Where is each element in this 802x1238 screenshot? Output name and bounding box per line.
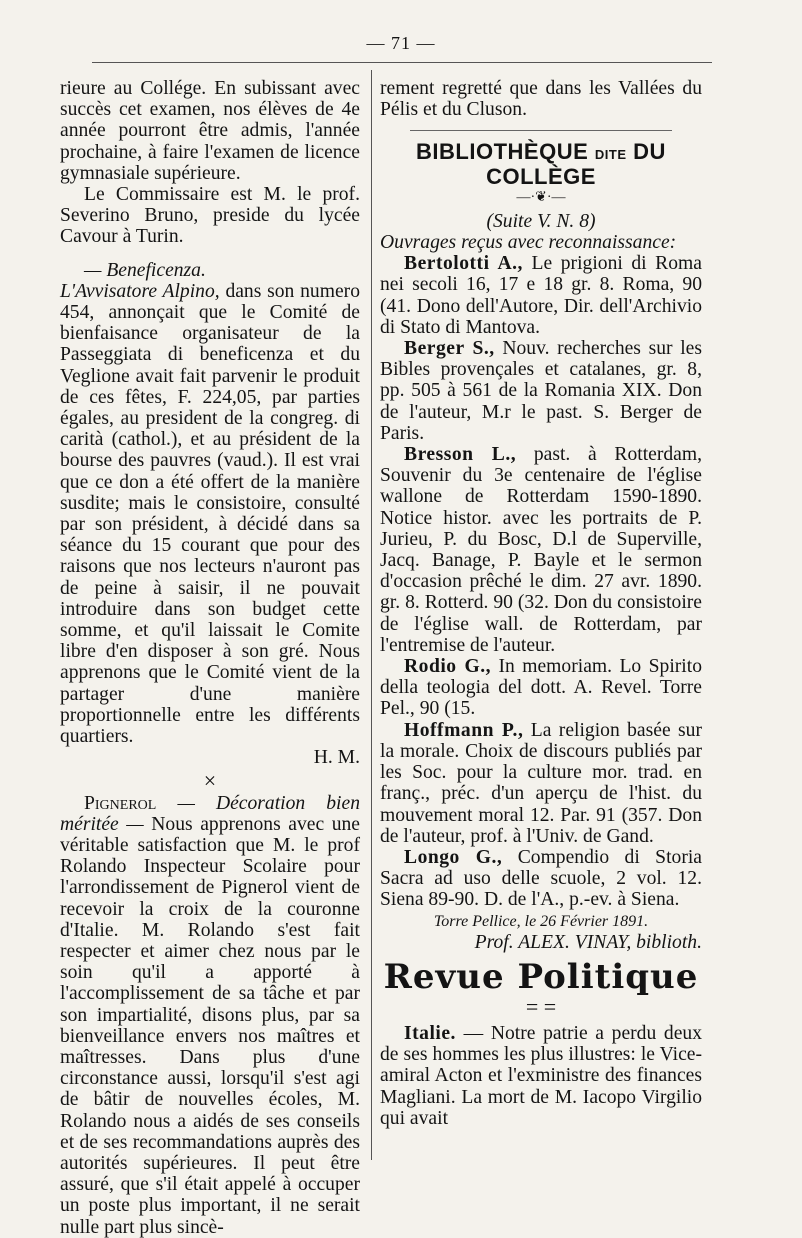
beneficenza-heading bbox=[60, 260, 360, 281]
entry-bresson bbox=[380, 444, 702, 656]
right-column bbox=[380, 78, 702, 1129]
page-number: — 71 — bbox=[366, 33, 436, 53]
entry-text: Compendio di Storia Sacra ad uso delle scuole, 2 vol. 12. Siena 89-90. D. de l'A., p.-ev. à Siena. bbox=[380, 846, 702, 911]
revue-politique-title: Revue Politique bbox=[383, 956, 699, 997]
entry-rodio bbox=[380, 656, 702, 720]
signature: Prof. ALEX. VINAY, biblioth. bbox=[474, 931, 702, 953]
bib-title-a: BIBLIOTHÈQUE bbox=[416, 139, 589, 165]
right-continuation: rement regretté que dans les Vallées du Pélis et du Cluson. bbox=[380, 78, 702, 121]
avvisatore-title: L'Avvisatore Alpino, bbox=[60, 280, 220, 302]
entry-author: Longo G., bbox=[404, 846, 503, 868]
bibliotheque-title bbox=[380, 139, 702, 189]
column-divider bbox=[371, 70, 372, 1160]
pignerol-heading: — Décoration bien méritée — bbox=[60, 792, 360, 835]
entry-berger bbox=[380, 338, 702, 444]
suite-note: (Suite V. N. 8) bbox=[486, 210, 596, 232]
left-paragraph-commissaire: Le Commissaire est M. le prof. Severino Bruno, preside du lycée Cavour à Turin. bbox=[60, 184, 360, 248]
entry-author: Berger S., bbox=[404, 338, 495, 360]
dateline: Torre Pellice, le 26 Février 1891. bbox=[433, 912, 649, 930]
section-rule bbox=[410, 130, 672, 131]
italie-body: — Notre patrie a perdu deux de ses hommes les plus illustres: le Vice-amiral Acton et l'exministre des finances Magliani. La mort de M. Iacopo Virgilio qui avait bbox=[380, 1022, 702, 1129]
beneficenza-body: dans son numero 454, annonçait que le Comité de bienfaisance organisateur de la Passeggiata di beneficenza et du Veglione avait fait parvenir le produit de ces fêtes, F. 224,05, par parties égales, au president de la congreg. di carità (cathol.), et au président de la bourse des pauvres (vaud.). Il est vrai que ce don a été offert de la manière susdite; mais le consistoire, consulté par son président, à décidé dans sa séance du 15 courant que pour des raisons que nos lecteurs n'auront pas de peine à saisir, il ne pouvait introduire dans son budget cette somme, et qu'il laissait le Comite libre d'en disposer à son gré. Nous apprenons que le Comité vient de la partager d'une manière proportionnelle entre les différents quartiers. bbox=[60, 280, 360, 748]
beneficenza-heading-text: — Beneficenza. bbox=[84, 259, 206, 281]
left-paragraph-college: rieure au Collége. En subissant avec succès cet examen, nos élèves de 4e année pourront être admis, l'année prochaine, à faire l'examen de licence gymnasiale supérieure. bbox=[60, 78, 360, 184]
title-ornament: —·❦·— bbox=[516, 189, 566, 205]
entry-author: Bertolotti A., bbox=[404, 253, 523, 275]
left-column bbox=[60, 78, 360, 1238]
entry-text: La religion basée sur la morale. Choix de discours publiés par les Soc. pour la culture mor. trad. en franç., préc. d'un aperçu de l'hist. du mouvement moral 12. Par. 91 (357. Don de l'auteur, prof. à l'Univ. de Gand. bbox=[380, 719, 702, 847]
double-rule: = = bbox=[525, 993, 557, 1019]
beneficenza-signature: H. M. bbox=[313, 747, 360, 769]
pignerol-place: Pignerol bbox=[84, 792, 157, 814]
entry-hoffmann bbox=[380, 720, 702, 847]
pignerol-article bbox=[60, 793, 360, 1238]
entry-text: Nouv. recherches sur les Bibles provençales et catalanes, gr. 8, pp. 505 à 561 de la Romania XIX. Don de l'auteur, M.r le past. S. Berger de Paris. bbox=[380, 338, 702, 444]
ouvrages-recus: Ouvrages reçus avec reconnaissance: bbox=[380, 232, 677, 254]
bib-title-c: DU COLLÈGE bbox=[486, 139, 666, 189]
bib-title-b: DITE bbox=[594, 147, 627, 163]
italie-article bbox=[380, 1023, 702, 1129]
entry-text: past. à Rotterdam, Souvenir du 3e centenaire de l'église wallone de Rotterdam 1590-1890. Notice histor. avec les portraits de P. Jurieu, P. du Bosc, D.l de Superville, Jacq. Banage, P. Bayle et le sermon d'occasion prêché le dim. 27 avr. 1890. gr. 8. Rotterd. 90 (32. Don du consistoire de l'église wall. de Rotterdam, par l'entremise de l'auteur. bbox=[380, 444, 702, 656]
pignerol-body: Nous apprenons avec une véritable satisfaction que M. le prof Rolando Inspecteur Scolaire pour l'arrondissement de Pignerol vient de recevoir la croix de la couronne d'Italie. M. Rolando s'est fait respecter et aimer chez nous par le soin qu'il a apporté à l'accomplissement de sa tâche et par son impartialité, disons plus, par sa bienveillance envers nos maîtres et maîtresses. Dans plus d'une circonstance aussi, lorsqu'il s'est agi de bâtir de nouvelles écoles, M. Rolando nous a aidés de ses conseils et de ses recommandations auprès des autorités supérieures. Il peut être assuré, que s'il était appelé à occuper un poste plus important, il ne serait nulle part plus sincè- bbox=[60, 813, 360, 1238]
beneficenza-article bbox=[60, 281, 360, 747]
entry-author: Hoffmann P., bbox=[404, 719, 524, 741]
italie-heading: Italie. bbox=[404, 1022, 456, 1044]
entry-text: In memoriam. Lo Spirito della teologia del dott. A. Revel. Torre Pel., 90 (15. bbox=[380, 656, 702, 720]
entry-longo bbox=[380, 847, 702, 911]
header-rule bbox=[92, 62, 712, 63]
section-cross: × bbox=[203, 767, 217, 793]
entry-author: Bresson L., bbox=[404, 444, 517, 466]
entry-author: Rodio G., bbox=[404, 656, 492, 678]
entry-bertolotti bbox=[380, 253, 702, 338]
entry-text: Le prigioni di Roma nei secoli 16, 17 e 18 gr. 8. Roma, 90 (41. Dono dell'Autore, Dir. dell'Archivio di Stato di Mantova. bbox=[380, 253, 702, 338]
